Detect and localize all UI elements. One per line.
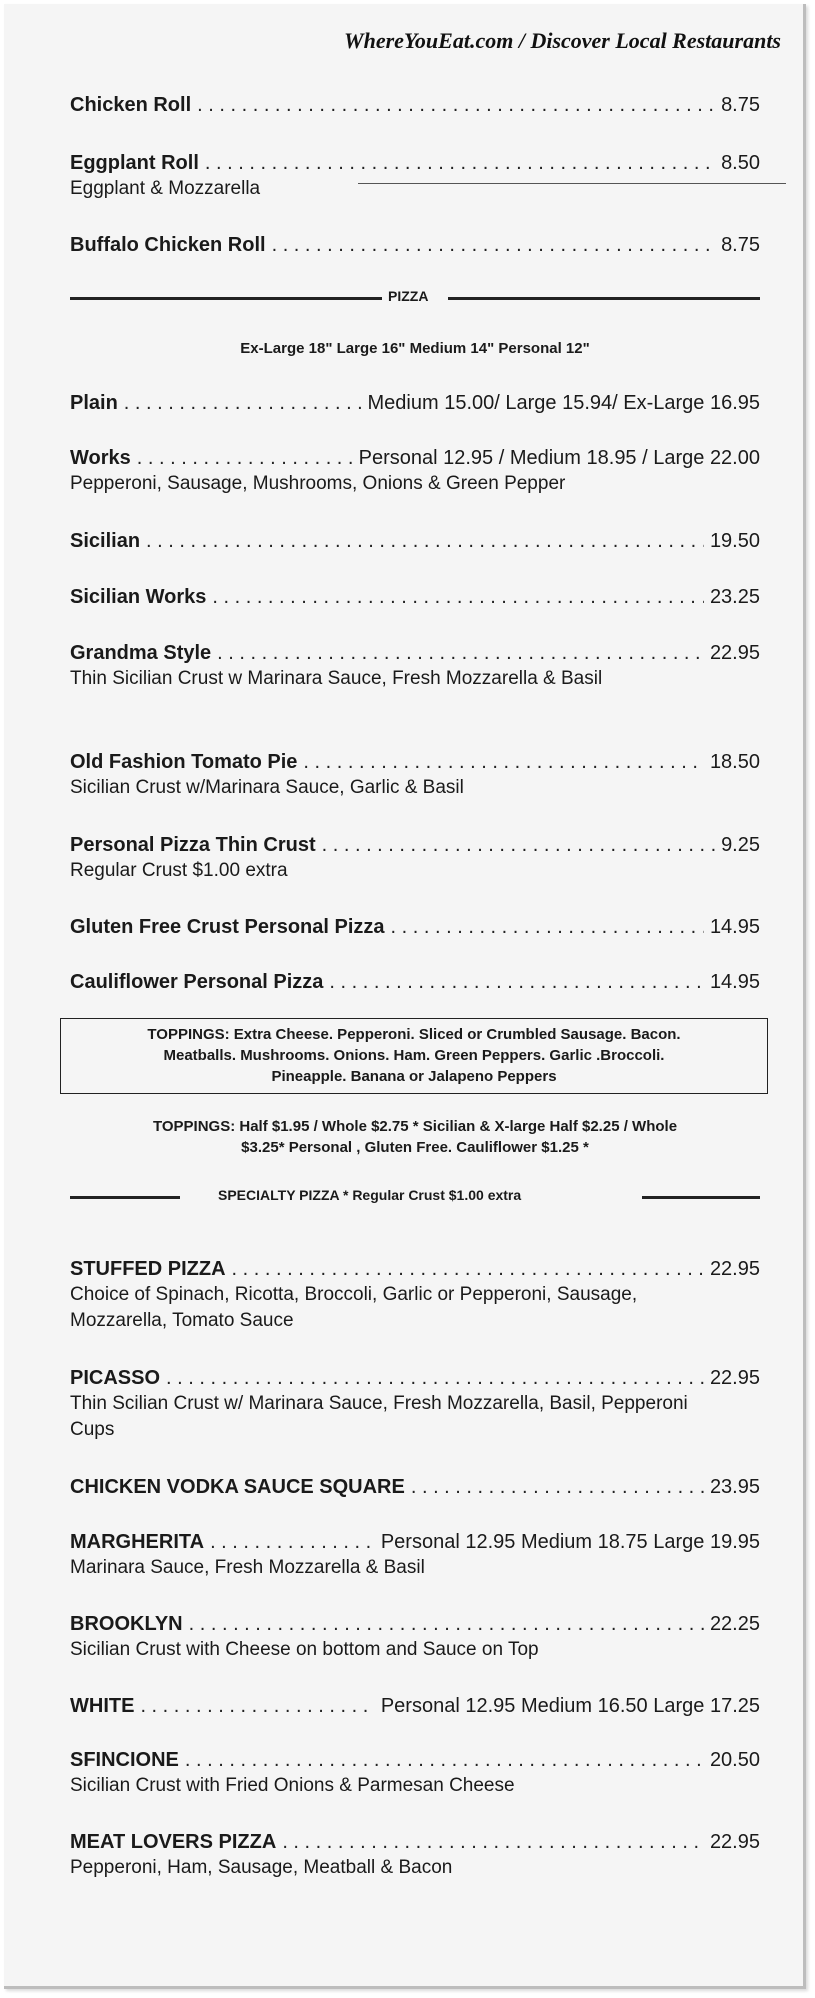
divider-rule bbox=[448, 297, 760, 300]
item-description: Pepperoni, Ham, Sausage, Meatball & Bacon bbox=[70, 1857, 453, 1878]
leader-dots bbox=[303, 749, 704, 775]
item-price: 19.50 bbox=[709, 530, 760, 552]
item-name: Plain bbox=[70, 392, 118, 414]
item-price: 9.25 bbox=[721, 834, 760, 856]
leader-dots bbox=[272, 232, 715, 258]
item-price: 22.95 bbox=[709, 1258, 760, 1280]
divider-rule bbox=[70, 1196, 180, 1199]
item-name: Old Fashion Tomato Pie bbox=[70, 751, 298, 773]
toppings-list-box bbox=[60, 1018, 768, 1094]
item-price: 14.95 bbox=[709, 971, 760, 993]
section-title: SPECIALTY PIZZA * Regular Crust $1.00 extra bbox=[218, 1187, 522, 1203]
menu-item-brooklyn bbox=[70, 1611, 760, 1663]
item-name: Sicilian Works bbox=[70, 586, 207, 608]
item-price: 18.50 bbox=[709, 751, 760, 773]
leader-dots bbox=[411, 1474, 704, 1500]
menu-item-white bbox=[70, 1693, 760, 1719]
item-price: 22.95 bbox=[709, 1831, 760, 1853]
leader-dots bbox=[217, 640, 704, 666]
item-name: PICASSO bbox=[70, 1367, 161, 1389]
menu-item-stuffed-pizza bbox=[70, 1256, 760, 1334]
leader-dots bbox=[197, 92, 715, 118]
menu-item-chicken-roll bbox=[70, 92, 760, 118]
menu-page bbox=[4, 4, 806, 1989]
menu-item-margherita bbox=[70, 1529, 760, 1581]
item-description: Choice of Spinach, Ricotta, Broccoli, Garlic or Pepperoni, Sausage, Mozzarella, Tomato Sauce bbox=[70, 1284, 638, 1331]
toppings-line: TOPPINGS: Extra Cheese. Pepperoni. Sliced or Crumbled Sausage. Bacon. bbox=[147, 1026, 681, 1043]
leader-dots bbox=[329, 969, 704, 995]
leader-dots bbox=[166, 1365, 704, 1391]
section-title: PIZZA bbox=[388, 288, 429, 304]
pizza-section-divider bbox=[70, 288, 760, 308]
item-description: Eggplant & Mozzarella bbox=[70, 178, 261, 199]
leader-dots bbox=[322, 832, 715, 858]
menu-item-sfincione bbox=[70, 1747, 760, 1799]
item-price: 8.50 bbox=[721, 152, 760, 174]
menu-item-buffalo-chicken-roll bbox=[70, 232, 760, 258]
item-name: MEAT LOVERS PIZZA bbox=[70, 1831, 277, 1853]
toppings-line: Pineapple. Banana or Jalapeno Peppers bbox=[271, 1068, 557, 1085]
menu-item-gluten-free-crust bbox=[70, 914, 760, 940]
item-price: 20.50 bbox=[709, 1749, 760, 1771]
site-header: WhereYouEat.com / Discover Local Restaurants bbox=[344, 28, 781, 53]
item-description: Marinara Sauce, Fresh Mozzarella & Basil bbox=[70, 1557, 425, 1578]
divider-rule bbox=[642, 1196, 760, 1199]
item-description: Sicilian Crust with Fried Onions & Parmesan Cheese bbox=[70, 1775, 515, 1796]
leader-dots bbox=[140, 1693, 374, 1719]
item-name: Chicken Roll bbox=[70, 94, 192, 116]
item-name: SFINCIONE bbox=[70, 1749, 179, 1771]
menu-item-personal-pizza-thin-crust bbox=[70, 832, 760, 884]
item-name: Personal Pizza Thin Crust bbox=[70, 834, 316, 856]
item-name: MARGHERITA bbox=[70, 1531, 205, 1553]
leader-dots bbox=[185, 1747, 704, 1773]
menu-item-eggplant-roll bbox=[70, 150, 760, 202]
item-price: 23.25 bbox=[709, 586, 760, 608]
item-name: STUFFED PIZZA bbox=[70, 1258, 226, 1280]
menu-item-picasso bbox=[70, 1365, 760, 1443]
item-name: Works bbox=[70, 447, 131, 469]
item-name: Cauliflower Personal Pizza bbox=[70, 971, 324, 993]
item-name: Gluten Free Crust Personal Pizza bbox=[70, 916, 385, 938]
leader-dots bbox=[391, 914, 704, 940]
item-name: Eggplant Roll bbox=[70, 152, 199, 174]
menu-item-plain bbox=[70, 390, 760, 416]
item-price: Personal 12.95 Medium 18.75 Large 19.95 bbox=[380, 1531, 760, 1553]
item-description: Sicilian Crust with Cheese on bottom and Sauce on Top bbox=[70, 1639, 539, 1660]
item-price: 14.95 bbox=[709, 916, 760, 938]
item-name: Sicilian bbox=[70, 530, 141, 552]
item-price: 8.75 bbox=[721, 94, 760, 116]
leader-dots bbox=[205, 150, 715, 176]
item-description: Pepperoni, Sausage, Mushrooms, Onions & Green Pepper bbox=[70, 473, 566, 494]
item-price: 23.95 bbox=[709, 1476, 760, 1498]
item-name: WHITE bbox=[70, 1695, 135, 1717]
leader-dots bbox=[124, 390, 362, 416]
item-description: Thin Scilian Crust w/ Marinara Sauce, Fresh Mozzarella, Basil, Pepperoni Cups bbox=[70, 1393, 688, 1440]
pizza-sizes: Ex-Large 18" Large 16" Medium 14" Personal 12" bbox=[240, 340, 590, 357]
menu-item-grandma-style bbox=[70, 640, 760, 692]
leader-dots bbox=[189, 1611, 704, 1637]
divider-rule bbox=[70, 297, 382, 300]
menu-item-sicilian bbox=[70, 528, 760, 554]
item-price: Personal 12.95 / Medium 18.95 / Large 22.00 bbox=[358, 447, 760, 469]
item-name: BROOKLYN bbox=[70, 1613, 183, 1635]
item-price: Personal 12.95 Medium 16.50 Large 17.25 bbox=[380, 1695, 760, 1717]
menu-item-chicken-vodka-sauce-square bbox=[70, 1474, 760, 1500]
toppings-prices-line: TOPPINGS: Half $1.95 / Whole $2.75 * Sicilian & X-large Half $2.25 / Whole bbox=[152, 1118, 678, 1135]
leader-dots bbox=[146, 528, 704, 554]
item-price: 8.75 bbox=[721, 234, 760, 256]
item-price: 22.95 bbox=[709, 1367, 760, 1389]
item-name: Buffalo Chicken Roll bbox=[70, 234, 266, 256]
item-description: Regular Crust $1.00 extra bbox=[70, 860, 288, 881]
menu-item-sicilian-works bbox=[70, 584, 760, 610]
leader-dots bbox=[212, 584, 704, 610]
menu-item-old-fashion-tomato-pie bbox=[70, 749, 760, 801]
menu-item-cauliflower-personal bbox=[70, 969, 760, 995]
item-name: Grandma Style bbox=[70, 642, 212, 664]
stray-line bbox=[358, 183, 786, 184]
leader-dots bbox=[282, 1829, 704, 1855]
leader-dots bbox=[137, 445, 353, 471]
toppings-line: Meatballs. Mushrooms. Onions. Ham. Green Peppers. Garlic .Broccoli. bbox=[163, 1047, 665, 1064]
toppings-prices bbox=[70, 1116, 760, 1158]
toppings-prices-line: $3.25* Personal , Gluten Free. Cauliflower $1.25 * bbox=[241, 1139, 589, 1156]
item-price: Medium 15.00/ Large 15.94/ Ex-Large 16.95 bbox=[367, 392, 760, 414]
menu-item-works bbox=[70, 445, 760, 497]
item-name: CHICKEN VODKA SAUCE SQUARE bbox=[70, 1476, 405, 1498]
menu-item-meat-lovers-pizza bbox=[70, 1829, 760, 1881]
specialty-section-divider bbox=[70, 1187, 760, 1207]
item-description: Sicilian Crust w/Marinara Sauce, Garlic & Basil bbox=[70, 777, 464, 798]
item-price: 22.95 bbox=[709, 642, 760, 664]
leader-dots bbox=[210, 1529, 375, 1555]
leader-dots bbox=[232, 1256, 704, 1282]
item-price: 22.25 bbox=[709, 1613, 760, 1635]
item-description: Thin Sicilian Crust w Marinara Sauce, Fresh Mozzarella & Basil bbox=[70, 668, 603, 689]
